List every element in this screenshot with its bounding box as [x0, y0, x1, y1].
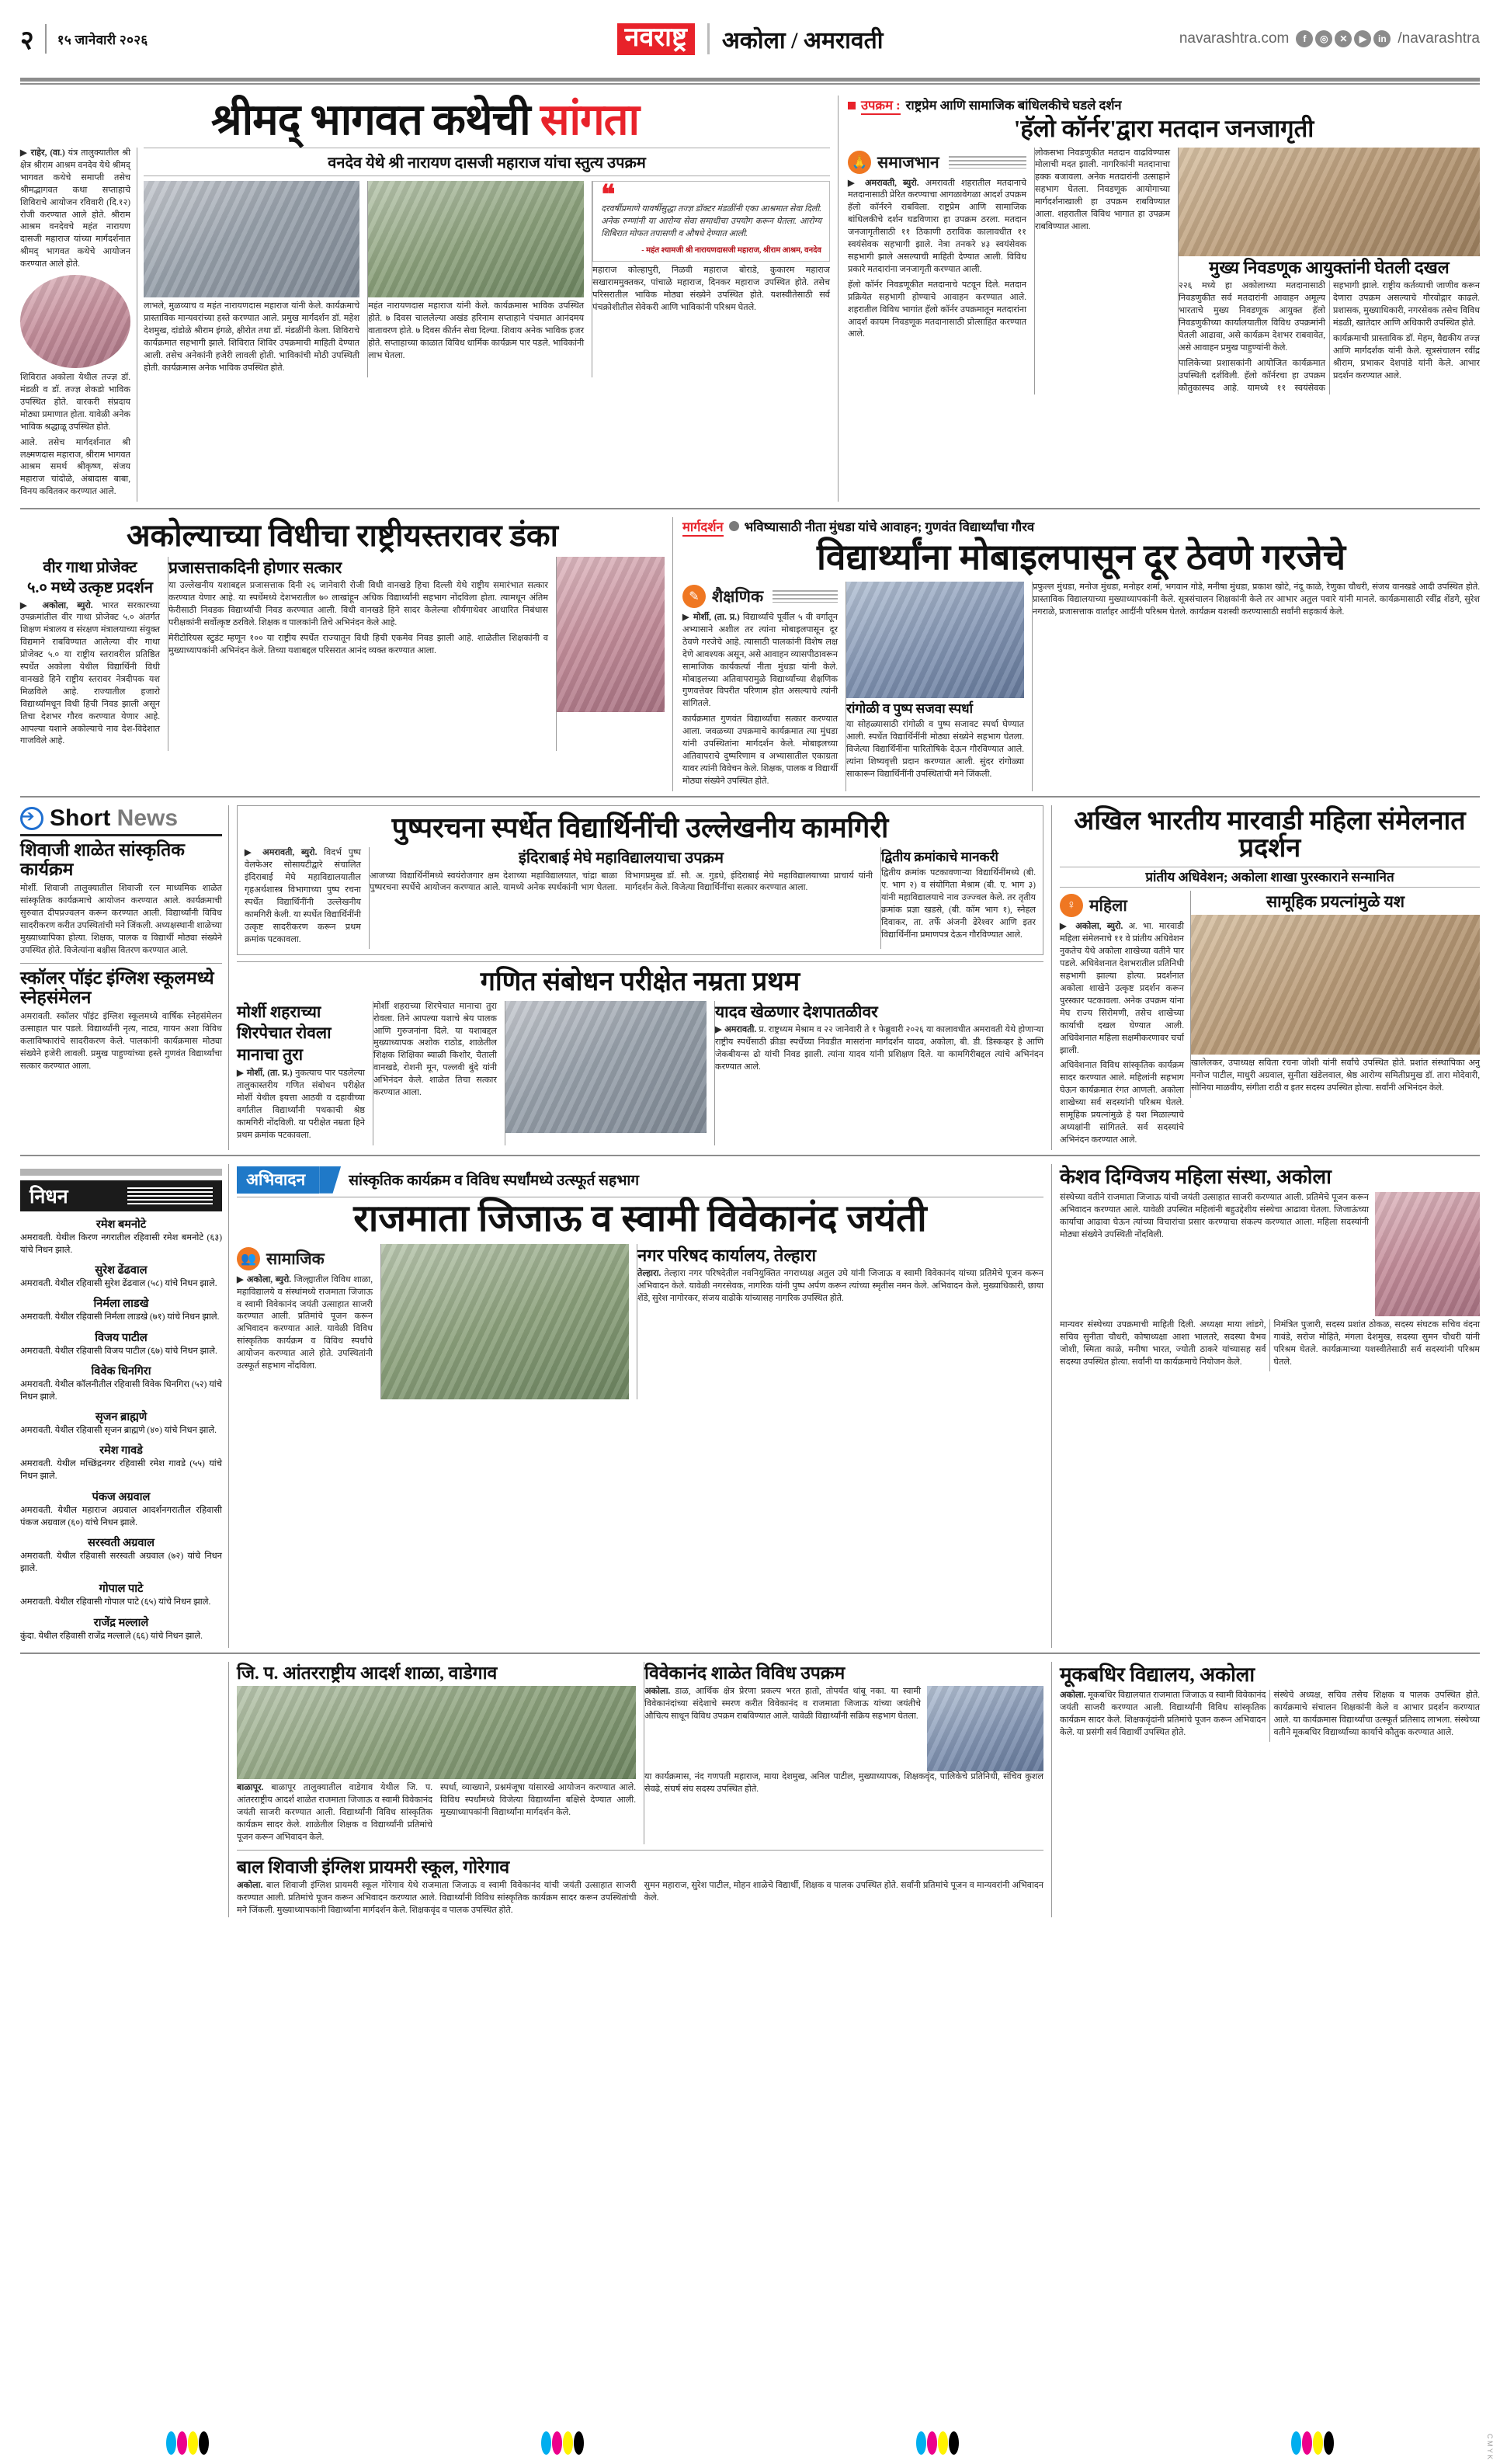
people-group-icon: 👥 [237, 1247, 260, 1270]
rajmata-col1: जिल्ह्यातील विविध शाळा, महाविद्यालये व संस्थांमध्ये राजमाता जिजाऊ व स्वामी विवेकानंद जयंती उत्साहात साजरी करण्यात आली. प्रतिमांचे पूजन करून अभिवादन करण्यात आले. यावेळी विविध सांस्कृतिक कार्यक्रम व विविध स्पर्धांचे आयोजन करण्यात आले होते. उपस्थितांनी उत्स्फूर्त सहभाग नोंदविला. [237, 1274, 373, 1371]
obituary-text: अमरावती. येथील किरण नगरातील रहिवासी रमेश बमनोटे (६३) यांचे निधन झाले. [20, 1232, 222, 1255]
obituary-name: सृजन ब्राह्मणे [95, 1411, 148, 1424]
divider [45, 24, 47, 54]
second-band [11, 516, 1489, 791]
lead-quote-attribution: - महंत श्यामजी श्री नारायणदासजी महाराज, श्रीराम आश्रम, वनदेव [641, 246, 821, 255]
section-tag-bars-2 [773, 590, 838, 603]
short-news-item-1 [20, 841, 222, 957]
pushpa-right-body: द्वितीय क्रमांक पटकावणाऱ्या विद्यार्थिनींमध्ये (बी. ए. भाग २) व संयोगिता मेश्राम (बी. ए. भाग ३) यांनी महाविद्यालयाचे नाव उज्ज्वल केले. तर तृतीय क्रमांक प्रज्ञा खडसे, (बी. कॉम भाग १), स्नेहल दिवाकर, ता. तर्फे अंजनी ढेरेश्वर आणि इतर विद्यार्थिनींना प्रमाणपत्र देऊन गौरविण्यात आले. [881, 868, 1036, 940]
zp-body: बाळापूर तालुक्यातील वाडेगाव येथील जि. प. आंतरराष्ट्रीय आदर्श शाळेत राजमाता जिजाऊ व स्वामी विवेकानंद जयंती साजरी करण्यात आली. विद्यार्थ्यांनी विविध सांस्कृतिक कार्यक्रम सादर केले. शाळेतील शिक्षक व विद्यार्थ्यांनी प्रतिमांचे पूजन करून अभिवादन केले. [237, 1783, 433, 1842]
zp-body2: स्पर्धा, व्याख्याने, प्रश्नमंजूषा यांसारखे आयोजन करण्यात आले. विविध स्पर्धांमध्ये विजेत्या विद्यार्थ्यांना बक्षिसे देण्यात आली. मुख्याध्यापकांनी विद्यार्थ्यांना मार्गदर्शन केले. [440, 1783, 636, 1817]
obituary-name: निर्मला लाडखे [93, 1298, 149, 1311]
lead-col1c: आले. तसेच मार्गदर्शनात श्री लक्ष्मणदास महाराज, श्रीराम भागवत आश्रम समर्थ श्रीकृष्ण, संजय महाराज चांदोळे, अंबादास बाबा, विनय कवितकर करण्यात आले. [20, 437, 130, 497]
hello-kicker-rest: राष्ट्रप्रेम आणि सामाजिक बांधिलकीचे घडले दर्शन [905, 98, 1122, 113]
lead-quote-box [592, 181, 830, 262]
lead-col-2 [144, 181, 359, 377]
gray-band [20, 1169, 222, 1176]
marwadi-col-1 [1060, 891, 1184, 1149]
lead-dateline: ▶ राहेर, (वा.) [20, 148, 65, 158]
keshav-headline: केशव दिग्विजय महिला संस्था, अकोला [1060, 1165, 1332, 1188]
obituary-text: अमरावती. येथील रहिवासी सृजन ब्राह्मणे (४०) यांचे निधन झाले. [20, 1426, 217, 1436]
square-bullet-icon [848, 102, 856, 109]
lead-photo-inset [20, 275, 130, 368]
zp-dateline: बाळापूर. [237, 1783, 264, 1793]
rangoli-body: या सोहळ्यासाठी रांगोळी व पुष्प सजावट स्पर्धा घेण्यात आली. स्पर्धेत विद्यार्थिनींनी मोठ्या संख्येने सहभाग घेतला. विजेत्या विद्यार्थिनींना पारितोषिके देऊन गौरविण्यात आले. त्यांना शिष्यवृत्ती प्रदान करण्यात आली. सुंदर रांगोळ्या साकारून विद्यार्थिनींनी उपस्थितांची मने जिंकली. [846, 720, 1024, 779]
marwadi-col2: अधिवेशनात विविध सांस्कृतिक कार्यक्रम सादर करण्यात आले. महिलांनी सहभाग घेऊन कार्यक्रमात रंगत आणली. अकोला शाखेच्या सर्व सदस्यांनी परिश्रम घेतले. सामूहिक प्रयत्नांमुळे हे यश मिळाल्याचे अध्यक्षांनी सांगितले. सर्व सदस्यांचे अभिनंदन करण्यात आले. [1060, 1061, 1184, 1145]
third-band [11, 804, 1489, 1150]
ganit-left-head1: मोर्शी शहराच्या [237, 1002, 321, 1021]
black-mark [199, 2431, 209, 2455]
lead-col3-text: महंत नारायणदास महाराज यांनी केले. कार्यक्रमास भाविक उपस्थित होते. ७ दिवस चाललेल्या अखंड हरिनाम सप्ताहाने पंचमात आनंदमय वातावरण होते. ७ दिवस कीर्तन सेवा दिल्या. शिवाय अनेक भाविक हजर होते. सप्ताहाच्या काळात विविध धार्मिक कार्यक्रम पार पडले. भाविकांनी लाभ घेतला. [368, 301, 585, 360]
obituary-text: अमरावती. येथील रहिवासी गोपाल पाटे (६५) यांचे निधन झाले. [20, 1597, 211, 1607]
short-news-title-dark: Short [50, 805, 111, 831]
yellow-mark [938, 2431, 948, 2455]
obituary-item [20, 1534, 222, 1575]
cmyk-group [541, 2431, 584, 2455]
mobile-kicker [682, 517, 1480, 537]
lead-col1b: शिविरात अकोला येथील तज्ज्ञ डॉ. मंडळी व डॉ. तज्ज्ञ शेकडो भाविक उपस्थित होते. वारकरी संप्रदाय मोठ्या प्रमाणात होता. यावेळी अनेक भाविक श्रद्धाळू उपस्थित होते. [20, 373, 130, 432]
section-divider-4 [20, 1653, 1480, 1654]
yellow-mark [563, 2431, 573, 2455]
zp-head: जि. प. आंतरराष्ट्रीय आदर्श शाळा, वाडेगाव [237, 1663, 498, 1683]
magenta-mark [1302, 2431, 1312, 2455]
shivaji-body: बाल शिवाजी इंग्लिश प्रायमरी स्कूल गोरेगाव येथे राजमाता जिजाऊ व स्वामी विवेकानंद यांची जयंती उत्साहात साजरी करण्यात आली. प्रतिमांचे पूजन करून अभिवादन करण्यात आले. विद्यार्थ्यांनी विविध सांस्कृतिक कार्यक्रम सादर करून उपस्थितांची मने जिंकली. मुख्याध्यापकांनी विद्यार्थ्यांना मार्गदर्शन केले. शिक्षकवृंद व पालक उपस्थित होते. [237, 1880, 637, 1915]
rajmata-photo-col [380, 1244, 629, 1399]
page-number: २ [20, 26, 34, 55]
marwadi-banner-head: सामूहिक प्रयत्नांमुळे यश [1266, 892, 1405, 912]
pushpa-col-2 [369, 847, 873, 949]
keshav-body3: निमंत्रित पुजारी, सदस्य प्रशांत ठोकळ, सदस्य संघटक सचिव वंदना गावंडे, सरोज मोहिते, मंगला देशमुख, सदस्या सुमन चौधरी यांनी परिश्रम घेतले. कार्यक्रमाच्या यशस्वीतेसाठी सर्व सदस्यांनी परिश्रम घेतले. [1273, 1319, 1480, 1367]
panchayat-head: नगर परिषद कार्यालय, तेल्हारा [637, 1245, 817, 1265]
vidhi-mid-body2: मेरीटोरियस स्टुडंट म्हणून १०० या राष्ट्रीय स्पर्धेत राज्यातून विधी हिची एकमेव निवड झाली आहे. शाळेतील शिक्षकांनी व मुख्याध्यापकांनी अभिनंदन केले. तिच्या यशाबद्दल परिसरात आनंद व्यक्त करण्यात आला. [168, 633, 548, 655]
section-divider-2 [20, 796, 1480, 798]
magenta-mark [927, 2431, 937, 2455]
rajmata-col-1 [237, 1244, 373, 1399]
sn-item2-body: अमरावती. स्कॉलर पॉइंट इंग्लिश स्कूलमध्ये वार्षिक स्नेहसंमेलन उत्साहात पार पडले. विद्यार्थ्यांनी नृत्य, नाट्य, गायन अशा विविध कलाविष्कारांचे सादरीकरण केले. पालकांनी कार्यक्रमास मोठ्या संख्येने हजेरी लावली. प्रमुख पाहुण्यांच्या हस्ते गुणवंत विद्यार्थ्यांचा सत्कार करण्यात आला. [20, 1012, 222, 1072]
hello-right-text2: पालिकेच्या प्रशासकांनी आयोजित कार्यक्रमात उपस्थिती दर्शविली. हॅलो कॉर्नरचा हा उपक्रम कौतुकास्पद आहे. यामध्ये ११ स्वयंसेवक सहभागी झाले. राष्ट्रीय कर्तव्याची जाणीव करून देणारा उपक्रम असल्याचे गौरवोद्गार काढले. प्रशासक, मुख्याधिकारी, नगरसेवक तसेच विविध मंडळी, खातेदार आणि अधिकारी उपस्थित होते. [1179, 281, 1480, 393]
rajmata-photo [381, 1244, 629, 1399]
obituary-text: अमरावती. येथील मच्छिंद्रनगर रहिवासी रमेश गावडे (५५) यांचे निधन झाले. [20, 1459, 222, 1482]
section-divider-1 [20, 508, 1480, 509]
obituary-list [20, 1216, 222, 1642]
pushpa-col1: विदर्भ पुष्प वेलफेअर सोसायटीद्वारे संचालित इंदिराबाई मेघे महाविद्यालयातील गृहअर्थशास्त्र विभागाच्या पुष्प रचना स्पर्धेत विद्यार्थिनींनी उल्लेखनीय कामगिरी केली. या स्पर्धेत विद्यार्थिनींनी उत्कृष्ट सादरीकरण करून प्रथम क्रमांक पटकावला. [245, 848, 361, 944]
vidhi-portrait-photo [557, 557, 665, 712]
x-twitter-icon[interactable]: ✕ [1335, 30, 1352, 47]
section-tag-label-4: सामाजिक [266, 1249, 325, 1268]
obituary-item [20, 1442, 222, 1482]
header-rule-thick [20, 78, 1480, 82]
lead-col-4 [592, 181, 830, 377]
panchayat-dateline: तेल्हारा. [637, 1269, 661, 1279]
lead-quote-text: दरवर्षीप्रमाणे यावर्षीसुद्धा तज्ज्ञ डॉक्टर मंडळींनी एका आश्रमात सेवा दिली. अनेक रुग्णांनी या आरोग्य सेवा समाधीचा उपयोग करून घेतला. आरोग्य शिबिरात मोफत तपासणी व औषधे देण्यात आली. [601, 204, 821, 239]
short-news-sep [20, 963, 222, 964]
pushpa-col-3 [880, 847, 1036, 949]
obituary-name: विवेक धिनगिरा [91, 1364, 151, 1378]
mobile-story [672, 517, 1480, 791]
vidhi-story [20, 517, 672, 791]
bottom-inner-sep [237, 1850, 1043, 1851]
panchayat-body: तेल्हारा नगर परिषदेतील नवनियुक्तित नगराध्यक्ष अतुल उघे यांनी जिजाऊ व स्वामी विवेकानंद यांच्या प्रतिमेचे पूजन करून अभिवादन केले. यावेळी नगरसेवक, नागरिक यांनी पुष्प अर्पण करून त्यांच्या स्मृतीस नमन केले. अभिवादन केले. मुख्याधिकारी, छाया शेंडे, सुरेश नागोरकर, संजय वाढोके यांच्यासह नागरिक उपस्थित होते. [637, 1269, 1044, 1304]
hello-mid-col [1034, 148, 1170, 395]
mobile-headline: विद्यार्थ्यांना मोबाइलपासून दूर ठेवणे गरजेचे [816, 537, 1346, 578]
yadav-head: यादव खेळणार देशपातळीवर [715, 1002, 878, 1021]
ganit-col-photo [505, 1001, 707, 1145]
edition-name: अकोला / अमरावती [721, 27, 884, 54]
obituary-item [20, 1614, 222, 1642]
obituary-name: सुरेश ढेंढवाल [95, 1264, 148, 1277]
obituary-item [20, 1409, 222, 1437]
marwadi-story [1051, 805, 1480, 1150]
vivekanand-story [644, 1662, 1043, 1844]
yellow-mark [1313, 2431, 1323, 2455]
vidhi-mid-body: या उल्लेखनीय यशाबद्दल प्रजासत्ताक दिनी २६ जानेवारी रोजी विधी वानखडे हिचा दिल्ली येथे राष्ट्रीय समारंभात सत्कार करण्यात येणार आहे. या स्पर्धेमध्ये देशभरातील ७० लाखांहून अधिक विद्यार्थ्यांनी सहभाग नोंदविला होता. त्यामधून अंतिम फेरीसाठी निवडक विद्यार्थ्यांची निवड करण्यात आली. विधी वानखडे हिने सादर केलेल्या शौर्यगाथेवर आधारित निबंधास परीक्षकांनी सर्वोत्कृष्ट ठरविले. शिक्षक व पालकांनी तिचे अभिनंदन केले आहे. [168, 581, 548, 627]
youtube-icon[interactable]: ▶ [1354, 30, 1371, 47]
top-section [11, 91, 1489, 502]
website-url: navarashtra.com [1179, 30, 1290, 47]
pushpa-mid-head: इंदिराबाई मेघे महाविद्यालयाचा उपक्रम [519, 850, 724, 867]
viv-dateline: अकोला. [644, 1687, 671, 1697]
zp-school-story [237, 1662, 636, 1844]
cyan-mark [541, 2431, 551, 2455]
graduation-cap-icon: ✎ [682, 585, 706, 608]
ganit-story [237, 968, 1043, 1145]
obituary-item [20, 1329, 222, 1357]
ganit-left-head3: मानाचा तुरा [237, 1044, 304, 1064]
mukbadhir-story [1051, 1662, 1480, 1917]
obituary-stripes [127, 1187, 213, 1204]
section-tag-mahila [1060, 894, 1184, 917]
cyan-mark [166, 2431, 176, 2455]
linkedin-icon[interactable]: in [1373, 30, 1391, 47]
mobile-dateline: ▶ मोर्शी, (ता. प्र.) [682, 613, 740, 623]
lead-headline [20, 96, 830, 144]
vidhi-headline: अकोल्याच्या विधीचा राष्ट्रीयस्तरावर डंका [127, 518, 558, 554]
hello-right-text3: कार्यक्रमाची प्रास्ताविक डॉ. मेहम, वैद्यकीय तज्ज्ञ आणि मार्गदर्शक यांनी केले. सूत्रसंचालन रवींद्र श्रीराम, प्रभाकर देशपांडे यांनी केले. आभार प्रदर्शन करण्यात आले. [1333, 333, 1480, 381]
lead-subhead: वनदेव येथे श्री नारायण दासजी महाराज यांचा स्तुत्य उपक्रम [144, 148, 830, 176]
obituary-name: विजय पाटील [95, 1331, 148, 1344]
mobile-kicker-red: मार्गदर्शन [682, 517, 724, 537]
band3-inner-sep [237, 961, 1043, 962]
fourth-band [11, 1162, 1489, 1648]
short-news-header [20, 805, 222, 836]
shivaji-english-story [237, 1856, 1043, 1917]
bottom-center [228, 1662, 1051, 1917]
abhivadan-label: अभिवादन [237, 1166, 319, 1194]
zp-photo [237, 1686, 636, 1779]
cyan-mark [916, 2431, 926, 2455]
section-tag-label-2: शैक्षणिक [712, 587, 764, 606]
hello-right-col [1178, 148, 1480, 395]
arrow-circle-icon [20, 807, 43, 830]
obituary-item [20, 1295, 222, 1323]
logo-divider [707, 23, 710, 54]
short-news-column [20, 805, 228, 1150]
lead-headline-red: सांगता [540, 96, 640, 144]
obituary-item [20, 1216, 222, 1256]
vidhi-submid: प्रजासत्ताकदिनी होणार सत्कार [168, 558, 342, 577]
obituary-name: राजेंद्र मल्लाले [93, 1616, 149, 1629]
abhivadan-tag [237, 1166, 1043, 1194]
black-mark [574, 2431, 584, 2455]
hello-dateline: ▶ अमरावती, ब्युरो. [848, 178, 919, 188]
header-rule-thin [20, 83, 1480, 85]
ganit-photo [505, 1001, 707, 1133]
rangoli-head: रांगोळी व पुष्प सजवा स्पर्धा [846, 701, 973, 717]
keshav-photo-col [1375, 1192, 1480, 1316]
shivaji-body2: सुमन महाराज, सुरेश पाटील, मोहन शाळेचे विद्यार्थी, शिक्षक व पालक उपस्थित होते. सर्वांनी प्रतिमांचे पूजन व मान्यवरांनी अभिवादन केले. [644, 1880, 1043, 1903]
hello-photo [1179, 148, 1480, 256]
ganit-headline: गणित संबोधन परीक्षेत नम्रता प्रथम [480, 968, 800, 997]
lead-right-block [137, 148, 830, 502]
keshav-body: संस्थेच्या वतीने राजमाता जिजाऊ यांची जयंती उत्साहात साजरी करण्यात आली. प्रतिमेचे पूजन करून अभिवादन करण्यात आले. यावेळी उपस्थित महिलांनी बहुउद्देशीय संस्थेचा आढावा घेतला. जिजाऊंच्या कार्याचा आढावा घेऊन त्यांच्या विचारांचा प्रसार करण्याचा संकल्प करण्यात आला. महिला सदस्यांनी मोठ्या संख्येने उपस्थिती नोंदविली. [1060, 1192, 1369, 1239]
muk-head: मूकबधिर विद्यालय, अकोला [1060, 1663, 1255, 1686]
section-tag-label-3: महिला [1089, 896, 1127, 916]
pushpa-col-1 [245, 847, 361, 949]
hello-photo-caption: मुख्य निवडणूक आयुक्तांनी घेतली दखल [1209, 257, 1450, 277]
yadav-body: प्र. राष्ट्रध्यम मेश्राम व २२ जानेवारी ते १ फेब्रुवारी २०२६ या कालावधीत अमरावती येथे होणाऱ्या राष्ट्रीय स्पर्धेसाठी क्रीडा स्पर्धेच्या निवडीत मासरांना मार्गदर्शन यादव, अकोला, बी. डी. डिस्कव्हर हे आणि जेकबीयन्स ढो यांची निवड झाली. त्यांना यादव यांनी प्रशिक्षण दिले. या कामगिरीबद्दल त्यांचे अभिनंदन करण्यात आले. [715, 1025, 1044, 1072]
section-tag-samajik [237, 1247, 373, 1270]
black-mark [1324, 2431, 1334, 2455]
mobile-col-2 [845, 582, 1024, 791]
rajmata-dateline: ▶ अकोला, ब्युरो. [237, 1274, 292, 1284]
section-divider-3 [20, 1155, 1480, 1156]
lead-col-3 [367, 181, 584, 377]
hello-col2: लोकसभा निवडणुकीत मतदान वाढविण्यास मोलाची मदत झाली. नागरिकांनी मतदानाचा हक्क बजावला. अनेक मतदारांनी उत्साहाने सहभाग घेतला. निवडणूक आयोगाच्या मार्गदर्शनाखाली हा उपक्रम राबविण्यात आला. शहरातील विविध भागात हा उपक्रम राबविण्यात आला. [1035, 148, 1171, 231]
black-mark [949, 2431, 959, 2455]
obituary-text: अमरावती. येथील रहिवासी सरस्वती अग्रवाल (७२) यांचे निधन झाले. [20, 1552, 222, 1574]
hello-kicker [848, 96, 1480, 115]
vidhi-col-2 [168, 557, 548, 752]
section-tag-shaikshanik [682, 585, 838, 608]
vidhi-col-3 [556, 557, 665, 752]
pushpa-headline: पुष्परचना स्पर्धेत विद्यार्थिनींची उल्लेखनीय कामगिरी [391, 811, 889, 843]
obituary-title: निधन [30, 1186, 68, 1208]
cmyk-group [916, 2431, 959, 2455]
pushpa-story [237, 805, 1043, 956]
lead-headline-black: श्रीमद् भागवत कथेची [211, 96, 530, 144]
vidhi-dateline: ▶ अकोला, ब्युरो. [20, 600, 93, 610]
obituary-item [20, 1363, 222, 1403]
sn-item1-body: मोर्शी. शिवाजी तालुक्यातील शिवाजी रत्न माध्यमिक शाळेत सांस्कृतिक कार्यक्रमाचे आयोजन करण्यात आले. कार्यक्रमाची सुरुवात दीपप्रज्वलन करून करण्यात आली. विद्यार्थ्यांनी विविध सादरीकरण करीत उपस्थितांची मने जिंकली. अध्यक्षस्थानी शाळेच्या मुख्याध्यापिका होत्या. शिक्षक, पालक व विद्यार्थी मोठ्या संख्येने उपस्थित होते. विजेत्यांना बक्षीस वितरण करण्यात आले. [20, 884, 222, 955]
bottom-band [11, 1660, 1489, 1917]
masthead-right [998, 30, 1480, 47]
magenta-mark [552, 2431, 562, 2455]
obituary-name: पंकज अग्रवाल [92, 1490, 151, 1503]
ganit-dateline: ▶ मोर्शी, (ता. प्र.) [237, 1069, 293, 1079]
obituary-item [20, 1262, 222, 1290]
vidhi-sub1: वीर गाथा प्रोजेक्ट [43, 558, 137, 576]
mobile-photo [846, 582, 1024, 698]
obituary-name: सरस्वती अग्रवाल [88, 1537, 155, 1550]
short-news-title-gray: News [116, 805, 179, 831]
viv-photo [927, 1686, 1043, 1771]
hello-right-text: २२६ मध्ये हा अकोलाच्या मतदानासाठी निवडणुकीत सर्व मतदारांनी आवाहन अमूल्य भारताचे मुख्य निवडणूक आयुक्त हॅलो निवडणुकीच्या कार्यालयातील विविध उपक्रमांनी घेतली आढावा, असे कार्यक्रम देशभर राबवावेत, असे आवाहन प्रमुख पाहुण्यांनी केले. [1179, 281, 1325, 353]
lead-col1-text: यंत्र तालुक्यातील श्री क्षेत्र श्रीराम आश्रम वनदेव येथे श्रीमद् भागवत कथेचे समाप्ती तसेच श्रीमद्भागवत कथा सप्ताहाचे शिविराचे आयोजन रविवारी (दि.१२) रोजी करण्यात आले होते. श्रीराम आश्रम वनदेवचे महंत नारायण दासजी महाराज यांच्या मार्गदर्शनात श्रीमद् भागवत कथेचे आयोजन करण्यात आले होते. [20, 148, 130, 269]
print-registration-marks [0, 2431, 1500, 2455]
obituary-name: रमेश गावडे [99, 1444, 143, 1458]
keshav-body2: मान्यवर संस्थेच्या उपक्रमाची माहिती दिली. अध्यक्षा माया लांडगे, सचिव सुनीता चौधरी, कोषाध्यक्षा आशा भालतरे, सदस्या वैभव जोशी, स्मिता काळे, मनीषा भारत, ज्योती ठाकरे यांच्यासह सर्व सदस्या उपस्थित होत्या. सर्वांनी या कार्यक्रमाचे नियोजन केले. [1060, 1319, 1266, 1367]
lead-col-1 [20, 148, 137, 502]
lead-story [20, 96, 838, 502]
rajmata-headline: राजमाता जिजाऊ व स्वामी विवेकानंद जयंती [353, 1197, 927, 1239]
mobile-right-body: प्रफुल्ल मुंधडा, मनोज मुंधडा, मनोहर शर्मा, भगवान गोडे, मनीषा मुंधडा, प्रकाश खोटे, नंदू काळे, रेणुका चौधरी, संजय वानखडे आदी उपस्थित होते. प्रास्ताविक विद्यालयाच्या मुख्याध्यापकांनी केले. सूत्रसंचालन शिक्षकांनी केले तर आभार अतुल पवारे यांनी मानले. कार्यक्रमासाठी रवींद्र शेंडगे, सुरेश नगराळे, प्रजासत्ताक वार्ताहर आदींनी परिश्रम घेतले. कार्यक्रम यशस्वी करण्यासाठी सर्वांनी सहकार्य केले. [1033, 582, 1480, 617]
marwadi-col1: अ. भा. मारवाडी महिला संमेलनाचे ११ वे प्रांतीय अधिवेशन नुकतेच येथे अकोला शाखेच्या वतीने पार पडले. अधिवेशनात देशभरातील प्रतिनिधी सहभागी झाल्या होत्या. प्रदर्शनात अकोला शाखेने उत्कृष्ट प्रदर्शन करून पुरस्कार पटकावला. अनेक उपक्रम यांना मेघ राज्य सिरोमणी, तसेच शाखेच्या कार्याची दखल घेण्यात आली. अधिवेशनात महिला सक्षमीकरणावर चर्चा झाली. [1060, 922, 1184, 1055]
bottom-left-spacer [20, 1662, 228, 1917]
shivaji-head: बाल शिवाजी इंग्लिश प्रायमरी स्कूल, गोरेगाव [237, 1857, 510, 1877]
marwadi-headline: अखिल भारतीय मारवाडी महिला संमेलनात प्रदर्शन [1074, 806, 1466, 864]
sn-item2-head: स्कॉलर पॉइंट इंग्लिश स्कूलमध्ये स्नेहसंमेलन [20, 968, 214, 1007]
vidhi-left-body: भारत सरकारच्या उपक्रमांतील वीर गाथा प्रोजेक्ट ५.० अंतर्गत शिक्षण मंत्रालय व संरक्षण मंत्रालयाच्या संयुक्त विद्यमाने राबविण्यात आलेल्या वीर गाथा प्रोजेक्ट ५.० या राष्ट्रीय स्तरावरील प्रतिष्ठित स्पर्धेत अकोला येथील विद्यार्थिनी विधी वानखडे हिने राष्ट्रीय स्तरावर नेत्रदीपक यश मिळविले आहे. राज्यातील हजारो विद्यार्थ्यांमधून विधी हिची निवड झाली असून तिचा देशभर गौरव करण्यात येणार आहे. आपल्या यशाने अकोल्याचे नाव देश-विदेशात गाजविले आहे. [20, 600, 160, 746]
cmyk-group [166, 2431, 209, 2455]
quote-mark-icon: ❝ [601, 181, 616, 210]
hello-left-col [848, 148, 1026, 395]
yadav-dateline: ▶ अमरावती. [715, 1025, 757, 1035]
hello-kicker-red: उपक्रम : [861, 96, 901, 115]
hello-col1b: हॅलो कॉर्नर निवडणूकीत मतदानाचे पटवून दिले. मतदान प्रक्रियेत सहभागी होण्याचे आवाहन करण्यात आले. शहरातील विविध भागांत हॅलो कॉर्नर उपक्रमातून मतदारांना आदर्श कायम निवडणूक मतदानासाठी प्रोत्साहित करण्यात आले. [848, 280, 1027, 339]
center-column-band3 [228, 805, 1051, 1150]
magenta-mark [177, 2431, 187, 2455]
short-news-item-2 [20, 969, 222, 1073]
muk-dateline: अकोला. [1060, 1690, 1086, 1700]
obituary-text: अमरावती. येथील रहिवासी सुरेश ढेंढवाल (५८) यांचे निधन झाले. [20, 1279, 217, 1289]
ganit-col-2 [373, 1001, 497, 1145]
masthead-left [20, 21, 502, 57]
viv-head: विवेकानंद शाळेत विविध उपक्रम [644, 1663, 845, 1683]
obituary-text: अमरावती. येथील महाराज अग्रवाल आदर्शनगरातील रहिवासी पंकज अग्रवाल (६०) यांचे निधन झाले. [20, 1505, 222, 1527]
marwadi-subhead: प्रांतीय अधिवेशन; अकोला शाखा पुरस्काराने सन्मानित [1060, 867, 1480, 888]
facebook-icon[interactable]: f [1296, 30, 1313, 47]
marwadi-col-2 [1190, 891, 1480, 1097]
tag-slant-shape [319, 1166, 341, 1194]
obituary-item [20, 1489, 222, 1529]
muk-body2: संस्थेचे अध्यक्ष, सचिव तसेच शिक्षक व पालक उपस्थित होते. कार्यक्रमाचे संचालन शिक्षकांनी केले व आभार प्रदर्शन करण्यात आले. या कार्यक्रमास विद्यार्थ्यांचा उत्स्फूर्त प्रतिसाद लाभला. संस्थेच्या वतीने मूकबधिर विद्यार्थ्यांच्या कार्याचे कौतुक करण्यात आले. [1273, 1690, 1480, 1737]
publication-date: १५ जानेवारी २०२६ [57, 32, 148, 47]
hello-corner-story [838, 96, 1480, 502]
obituary-column [20, 1164, 228, 1648]
marwadi-photo [1191, 915, 1480, 1055]
cyan-mark [1291, 2431, 1301, 2455]
lead-col2-text: लाभले, मुळव्याच व महंत नारायणदास महाराज यांनी केले. कार्यक्रमाचे प्रास्ताविक मान्यवरांच्या हस्ते करण्यात आले. प्रमुख मार्गदर्शन डॉ. महेश देशमुख, दांडोळे श्रीराम इंगळे, क्षीरोत तथा डॉ. मंडळींनी केला. शिविराचे कार्यक्रमात सहभागी झाले. शिविरात शिविर उपक्रमाची माहिती देण्यात आली. तसेच अनेकांनी हजेरी लावली होती. भाविकांची मोठी उपस्थिती होती. कार्यक्रमास अनेक भाविक उपस्थित होते. [144, 301, 360, 373]
obituary-name: गोपाल पाटे [99, 1583, 144, 1596]
rajmata-col-3 [637, 1244, 1043, 1399]
lead-photo-2 [368, 181, 584, 297]
woman-icon: ♀ [1060, 894, 1083, 917]
masthead-center [502, 23, 998, 55]
marwadi-col3: खालेलकर, उपाध्यक्ष सविता रचना जोशी यांनी सर्वांचे उपस्थित होते. प्रशांत संस्थापिका अनु मनोज पाटील, माधुरी अग्रवाल, सुनीता खंडेलवाल, श्रेष्ठ आरोग्य समितीप्रमुख डॉ. तारा मोदेवारी, सोनिया माळवीय, संगीता राठी व इतर सदस्य उपस्थित होत्या. सर्वांनी अभिनंदन केले. [1191, 1058, 1480, 1093]
vidhi-sub2: ५.० मध्ये उत्कृष्ट प्रदर्शन [27, 579, 153, 597]
muk-body: मूकबधिर विद्यालयात राजमाता जिजाऊ व स्वामी विवेकानंद जयंती साजरी करण्यात आली. विद्यार्थ्यांनी विविध सांस्कृतिक कार्यक्रम सादर केले. शिक्षकवृंदांनी प्रतिमांचे पूजन करून अभिवादन केले. या प्रसंगी सर्व विद्यार्थी उपस्थित होते. [1060, 1690, 1266, 1737]
vidhi-col-1 [20, 557, 160, 752]
mobile-kicker-rest: भविष्यासाठी नीता मुंधडा यांचे आवाहन; गुणवंत विद्यार्थ्यांचा गौरव [744, 520, 1035, 535]
yellow-mark [188, 2431, 198, 2455]
lead-main-photo [144, 181, 359, 297]
obituary-header [20, 1180, 222, 1211]
obituary-text: अमरावती. येथील कॉलनीतील रहिवासी विवेक धिनगिरा (५२) यांचे निधन झाले. [20, 1379, 222, 1402]
short-news-title [50, 805, 178, 832]
hello-headline: 'हॅलो कॉर्नर'द्वारा मतदान जनजागृती [1013, 115, 1314, 142]
keshav-col-1 [1060, 1192, 1369, 1316]
mobile-col2: कार्यक्रमात गुणवंत विद्यार्थ्यांचा सत्कार करण्यात आला. जवळच्या उपक्रमाचे कार्यक्रमात त्या मुंधडा यांनी उपस्थितांना मार्गदर्शन केले. मोबाइलच्या अतिवापराचे दुष्परिणाम व अभ्यासातील एकाग्रता यावर त्यांनी विवेचन केले. शिक्षक, पालक व विद्यार्थी मोठ्या संख्येने उपस्थित होते. [682, 714, 838, 786]
viv-body: डाळ, आर्थिक क्षेत्र प्रेरणा प्रकल्प भरत हातो, तोपर्यंत थांबू नका. या स्वामी विवेकानंदांच्या संदेशाचे स्मरण करीत विवेकानंद व राजमाता जिजाऊ यांच्या जयंतीचे औचित्य साधून विविध उपक्रम राबविण्यात आले. यावेळी विद्यार्थ्यांनी सक्रिय सहभाग घेतला. [644, 1687, 922, 1721]
mobile-col-1 [682, 582, 838, 791]
section-tag-bars [949, 156, 1026, 169]
obituary-item [20, 1580, 222, 1608]
ganit-col-3 [714, 1001, 1043, 1145]
section-tag-label: समाजभान [877, 152, 939, 172]
cmyk-label: C M Y K [1486, 2433, 1494, 2459]
pushpa-dateline: ▶ अमरावती, ब्युरो. [245, 848, 318, 858]
section-tag-samajbhan [848, 151, 1026, 174]
shivaji-dateline: अकोला. [237, 1880, 263, 1890]
circle-bullet-icon [729, 521, 739, 531]
cmyk-group [1291, 2431, 1334, 2455]
namaste-hands-icon: 🙏 [848, 151, 871, 174]
ganit-left-head2: शिरपेचात रोवला [237, 1023, 332, 1043]
ganit-mid-body: मोर्शी शहराच्या शिरपेचात मानाचा तुरा रोवला. तिने आपल्या यशाचे श्रेय पालक आणि गुरुजनांना दिले. या यशाबद्दल मुख्याध्यापक अशोक राठोड, शाळेतील शिक्षक शिक्षिका ब्याळी किशोर, चैताली वानखडे, रोशनी मून, पल्लवी बुंदे यांनी अभिनंदन केले. शाळेत तिचा सत्कार करण्यात आला. [373, 1001, 497, 1098]
obituary-name: रमेश बमनोटे [95, 1218, 147, 1231]
obituary-text: कुंदा. येथील रहिवासी राजेंद्र मल्लाले (६६) यांचे निधन झाले. [20, 1631, 203, 1641]
mobile-col-3 [1032, 582, 1480, 791]
rajmata-story [228, 1164, 1051, 1648]
sn-item1-head: शिवाजी शाळेत सांस्कृतिक कार्यक्रम [20, 839, 185, 879]
obituary-text: अमरावती. येथील रहिवासी विजय पाटील (६७) यांचे निधन झाले. [20, 1346, 217, 1356]
lead-col4-text: महाराज कोल्हापुरी, निळवी महाराज बोराडे, कुकारम महाराज सखाराममुक्तकर, पांचाळे महाराज, दिनकर महाराज उपस्थित होते. तसेच परिसरातील भाविक मोठ्या संख्येने उपस्थित होते. यशस्वीतेसाठी सर्व पंचक्रोशीतील सेवेकरी आणि भाविकांनी परिश्रम घेतले. [592, 266, 830, 312]
abhivadan-text: सांस्कृतिक कार्यक्रम व विविध स्पर्धांमध्ये उत्स्फूर्त सहभाग [349, 1173, 640, 1190]
pushpa-mid-body: आजच्या विद्यार्थिनींमध्ये स्वयंरोजगार क्षम देशाच्या महाविद्यालयात, चांद्रा बाळा पुष्परचना स्पर्धेचे आयोजन करण्यात आले. यामध्ये अनेक स्पर्धकांनी भाग घेतला. विभागप्रमुख डॉ. सौ. अ. गुडधे, इंदिराबाई मेघे महाविद्यालयाच्या प्राचार्य यांनी मार्गदर्शन केले. विजेत्या विद्यार्थिनींचा सत्कार करण्यात आला. [370, 871, 873, 893]
social-handle: /navarashtra [1398, 30, 1480, 47]
obituary-text: अमरावती. येथील रहिवासी निर्मला लाडखे (७१) यांचे निधन झाले. [20, 1312, 220, 1322]
newspaper-logo: नवराष्ट्र [617, 23, 695, 55]
instagram-icon[interactable]: ◎ [1315, 30, 1332, 47]
mobile-col1: विद्यार्थ्यांचे पूर्वील ५ वी वर्गातून अभ्यासाने अशील तर त्यांना मोबाइलपासून दूर ठेवणे गरजेचे आहे. त्यासाठी पालकांनी विशेष लक्ष देणे आवश्यक असून, असे आवाहन व्यासपीठावरून सामाजिक कार्यकर्त्या नीता मुंधडा यांनी केले. मोबाइलच्या अतिवापरामुळे विद्यार्थ्यांच्या शैक्षणिक गुणवत्तेवर विपरीत परिणाम होत असल्याचे त्यांनी सांगितले. [682, 613, 839, 709]
ganit-col-1 [237, 1001, 365, 1145]
masthead [11, 0, 1489, 78]
keshav-photo [1375, 1192, 1480, 1316]
social-icons [1296, 30, 1391, 47]
keshav-story [1051, 1164, 1480, 1648]
ganit-left-body: नुकत्याच पार पडलेल्या तालुकास्तरीय गणित संबोधन परीक्षेत मोर्शी येथील इयत्ता आठवी व दहावीच्या वर्गातील विद्यार्थ्यांनी पथकाची श्रेष्ठ कामगिरी नोंदविली. या परीक्षेत नम्रता हिने प्रथम क्रमांक पटकावला. [237, 1069, 365, 1140]
hello-col1: अमरावती शहरातील मतदानाचे मतदानासाठी प्रेरित करण्याचा आगळावेगळा आदर्श उपक्रम हॅलो कॉर्नरने राबविला. राष्ट्रप्रेम आणि सामाजिक बांधिलकीचे दर्शन घडविणारा हा उपक्रम ठरला. मतदान जनजागृतीसाठी ११ ठिकाणी ठराविक कालावधीत ११ स्वयंसेवक सहभागी झाले. नेत्रा तनकरे ४३ स्वयंसेवक सहभागी झाले असल्याची माहिती देण्यात आली. विविध प्रकारे मतदारांना जनजागृती करण्यात आली. [848, 178, 1027, 274]
viv-body2: या कार्यक्रमास, नंद गणपती महाराज, माया देशमुख, अनिल पाटील, मुख्याध्यापक, शिक्षकवृंद, पालिकेचे प्रतिनिधी, संचिव कुशल सेवढे, संघर्ष संघ सदस्य उपस्थित होते. [644, 1772, 1043, 1794]
pushpa-right-head: द्वितीय क्रमांकाचे मानकरी [881, 850, 998, 865]
marwadi-dateline: ▶ अकोला, ब्युरो. [1060, 922, 1123, 932]
